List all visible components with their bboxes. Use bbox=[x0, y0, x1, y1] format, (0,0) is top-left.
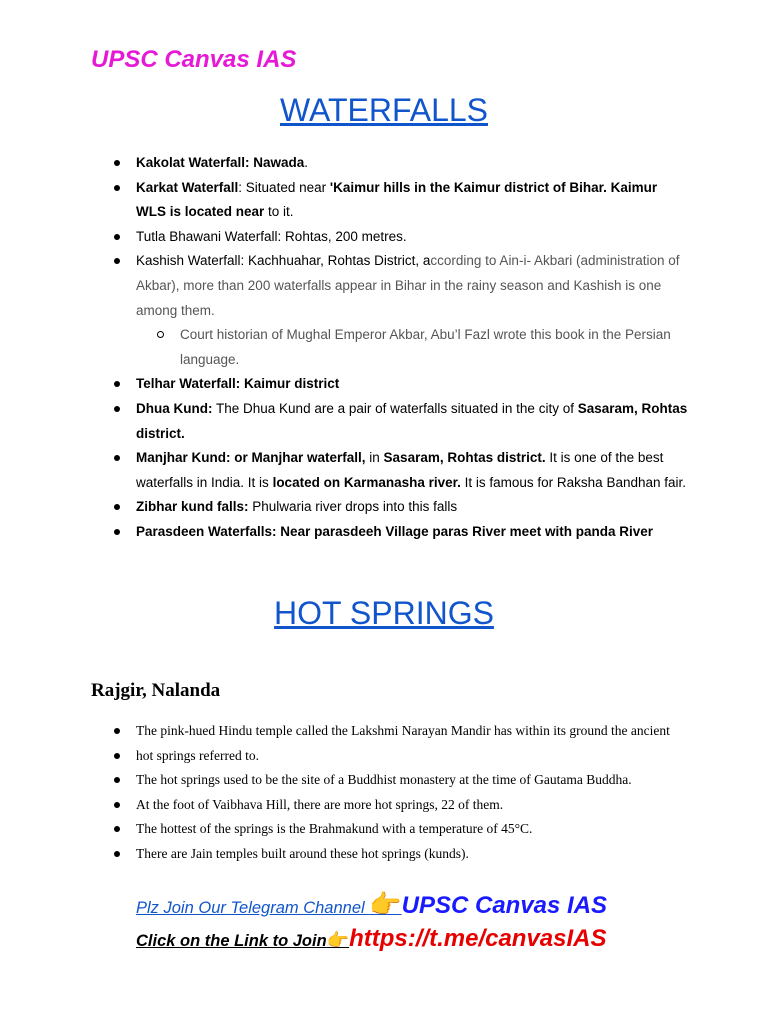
list-item: The hot springs used to be the site of a Buddhist monastery at the time of Gautama Buddha. bbox=[110, 768, 670, 793]
list-item: The pink-hued Hindu temple called the Lakshmi Narayan Mandir has within its ground the ancient bbox=[110, 719, 670, 744]
bullet-icon bbox=[114, 406, 120, 412]
pointing-hand-icon: 👉 bbox=[369, 889, 402, 919]
bullet-icon bbox=[114, 234, 120, 240]
list-item: Manjhar Kund: or Manjhar waterfall, in Sasaram, Rohtas district. It is one of the best waterfalls in India. It is located on Karmanasha river. It is famous for Raksha Bandhan fair. bbox=[110, 446, 690, 495]
bullet-icon bbox=[114, 455, 120, 461]
place-heading: Rajgir, Nalanda bbox=[91, 680, 221, 701]
list-item: Telhar Waterfall: Kaimur district bbox=[110, 372, 690, 397]
waterfalls-heading[interactable]: WATERFALLS bbox=[279, 92, 489, 128]
bullet-icon bbox=[114, 802, 120, 808]
bullet-icon bbox=[114, 160, 120, 166]
telegram-url-link[interactable]: https://t.me/canvasIAS bbox=[349, 925, 607, 952]
bullet-icon bbox=[114, 258, 120, 264]
bullet-icon bbox=[114, 728, 120, 734]
list-item: At the foot of Vaibhava Hill, there are more hot springs, 22 of them. bbox=[110, 793, 670, 818]
waterfalls-list bbox=[110, 151, 690, 545]
list-item: Tutla Bhawani Waterfall: Rohtas, 200 metres. bbox=[110, 225, 690, 250]
telegram-link-line bbox=[136, 925, 607, 953]
list-item: Kashish Waterfall: Kachhuahar, Rohtas District, according to Ain-i- Akbari (administration of Akbar), more than 200 waterfalls appear in Bihar in the rainy season and Kashish is one among them. bbox=[110, 249, 690, 323]
telegram-join-link[interactable]: Plz Join Our Telegram Channel 👉 bbox=[136, 889, 402, 919]
bullet-icon bbox=[114, 826, 120, 832]
bullet-icon bbox=[114, 851, 120, 857]
circle-bullet-icon bbox=[157, 331, 164, 338]
list-item: Parasdeen Waterfalls: Near parasdeeh Village paras River meet with panda River bbox=[110, 520, 690, 545]
bullet-icon bbox=[114, 753, 120, 759]
promo-brand: UPSC Canvas IAS bbox=[401, 892, 608, 919]
bullet-icon bbox=[114, 529, 120, 535]
bullet-icon bbox=[114, 504, 120, 510]
list-item: The hottest of the springs is the Brahmakund with a temperature of 45°C. bbox=[110, 817, 670, 842]
hot-springs-list bbox=[110, 719, 670, 867]
list-item: Zibhar kund falls: Phulwaria river drops into this falls bbox=[110, 495, 690, 520]
pointing-hand-icon: 👉 bbox=[326, 930, 350, 950]
hot-springs-heading[interactable]: HOT SPRINGS bbox=[274, 595, 494, 631]
list-item: There are Jain temples built around these hot springs (kunds). bbox=[110, 842, 670, 867]
list-item: Dhua Kund: The Dhua Kund are a pair of waterfalls situated in the city of Sasaram, Rohtas district. bbox=[110, 397, 690, 446]
list-item: Karkat Waterfall: Situated near 'Kaimur hills in the Kaimur district of Bihar. Kaimur WLS is located near to it. bbox=[110, 176, 690, 225]
list-item: hot springs referred to. bbox=[110, 744, 670, 769]
telegram-promo bbox=[136, 889, 607, 920]
bullet-icon bbox=[114, 185, 120, 191]
click-link-label[interactable]: Click on the Link to Join👉 bbox=[136, 930, 350, 950]
bullet-icon bbox=[114, 777, 120, 783]
brand-header: UPSC Canvas IAS bbox=[91, 46, 297, 73]
list-item: Kakolat Waterfall: Nawada. bbox=[110, 151, 690, 176]
bullet-icon bbox=[114, 381, 120, 387]
sub-list-item: Court historian of Mughal Emperor Akbar, Abu’l Fazl wrote this book in the Persian language. bbox=[110, 323, 690, 372]
